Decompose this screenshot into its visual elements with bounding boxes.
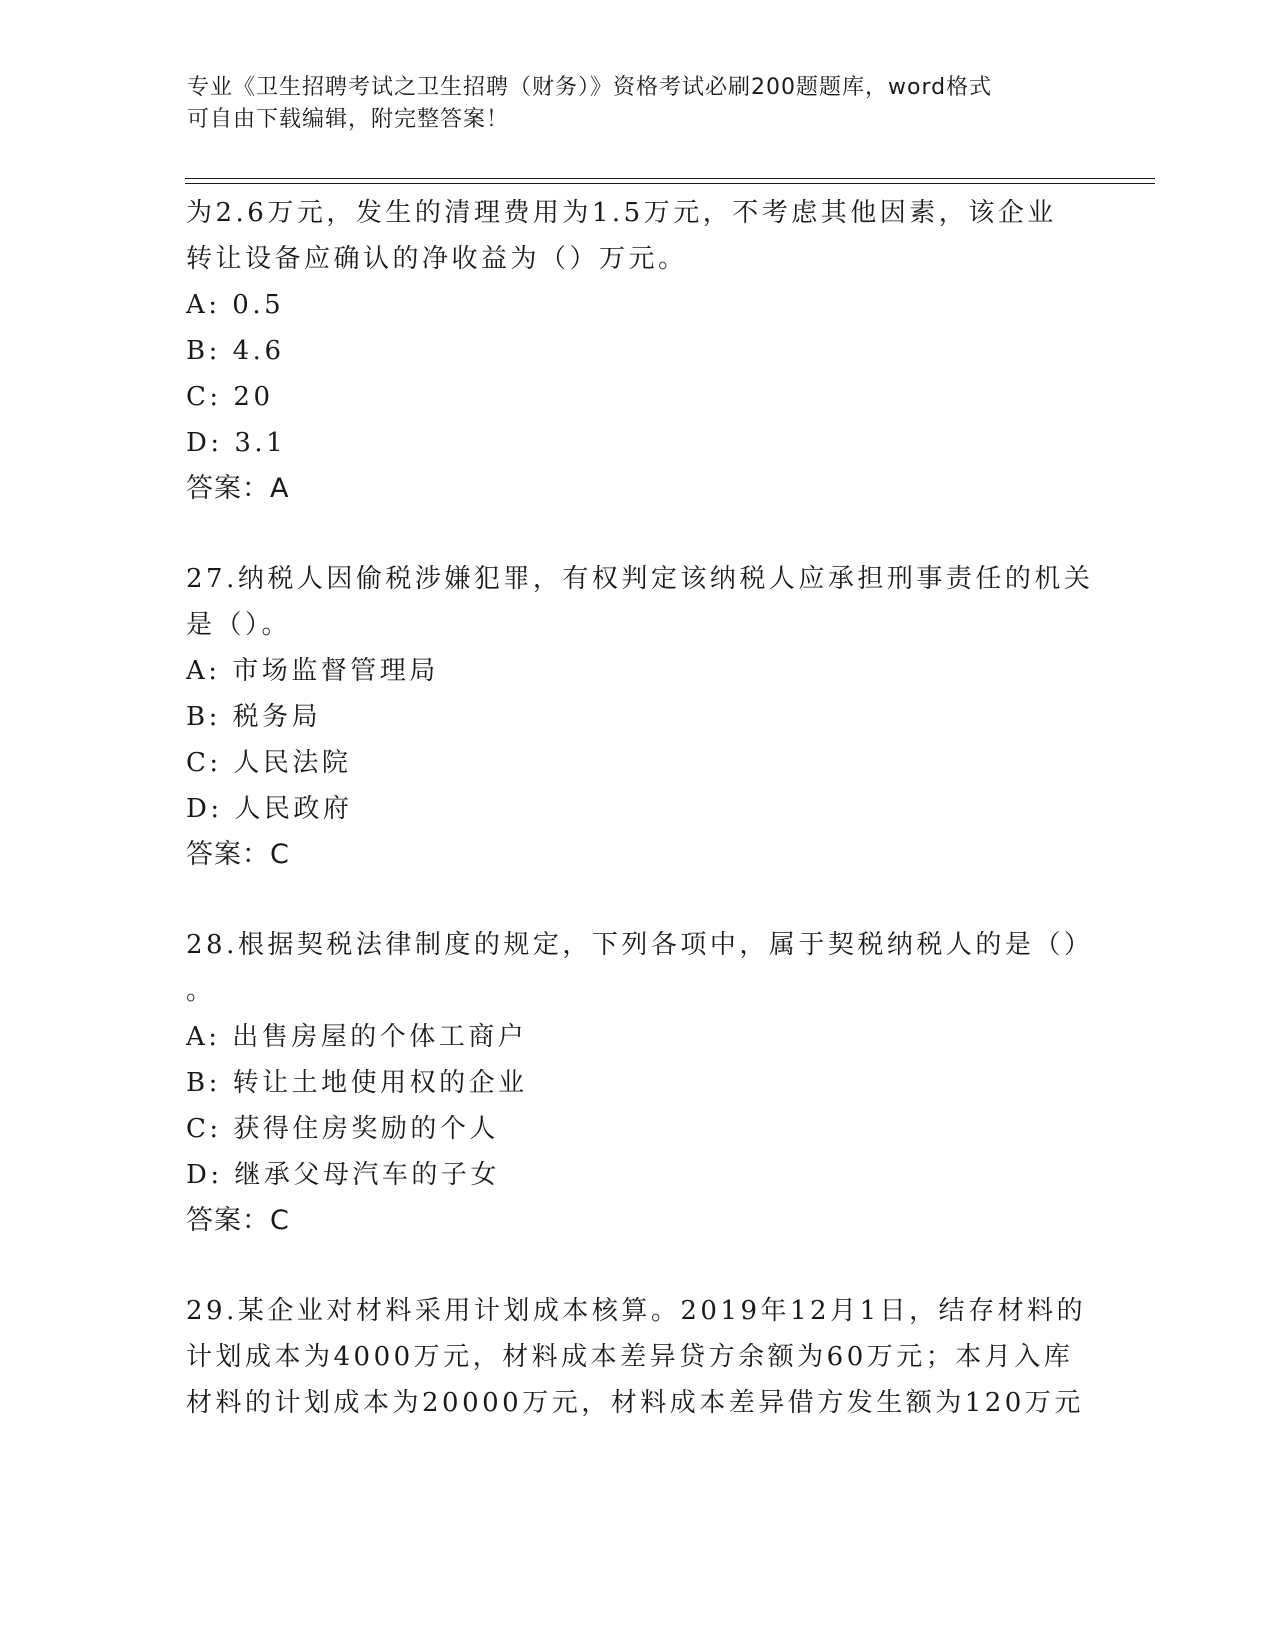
question-text-line: 27.纳税人因偷税涉嫌犯罪，有权判定该纳税人应承担刑事责任的机关 [186,564,1094,594]
question-text-line: 材料的计划成本为20000万元，材料成本差异借方发生额为120万元 [186,1388,1084,1418]
option-c: C: 获得住房奖励的个人 [186,1114,499,1144]
question-text-line: 28.根据契税法律制度的规定，下列各项中，属于契税纳税人的是（） [186,930,1094,960]
question-text-line: 。 [186,976,216,1006]
option-d: D: 3.1 [186,428,287,458]
question-text-line: 29.某企业对材料采用计划成本核算。2019年12月1日，结存材料的 [186,1296,1087,1326]
question-26-continuation [186,190,1086,512]
option-a: A: 市场监督管理局 [186,656,439,686]
question-text-line: 转让设备应确认的净收益为（）万元。 [186,244,688,274]
option-b: B: 税务局 [186,702,322,732]
header-line-2: 可自由下载编辑，附完整答案！ [187,107,510,132]
question-27 [186,556,1094,878]
answer-line: 答案：C [186,1205,290,1236]
option-b: B: 4.6 [186,336,285,366]
option-d: D: 人民政府 [186,794,353,824]
option-a: A: 0.5 [186,290,285,320]
option-d: D: 继承父母汽车的子女 [186,1160,500,1190]
header-divider-bottom [185,183,1155,184]
header-divider-top [185,178,1155,179]
document-header [187,72,1087,136]
header-line-1: 专业《卫生招聘考试之卫生招聘（财务）》资格考试必刷200题题库，word格式 [187,75,993,100]
option-b: B: 转让土地使用权的企业 [186,1068,528,1098]
question-28 [186,922,1094,1244]
question-text-line: 是（）。 [186,610,292,640]
option-a: A: 出售房屋的个体工商户 [186,1022,528,1052]
answer-line: 答案：A [186,473,290,504]
option-c: C: 人民法院 [186,748,352,778]
answer-line: 答案：C [186,839,290,870]
question-29 [186,1288,1086,1426]
option-c: C: 20 [186,382,274,412]
document-body [186,190,1094,1426]
question-text-line: 计划成本为4000万元，材料成本差异贷方余额为60万元；本月入库 [186,1342,1074,1372]
question-text-line: 为2.6万元，发生的清理费用为1.5万元，不考虑其他因素，该企业 [186,198,1057,228]
